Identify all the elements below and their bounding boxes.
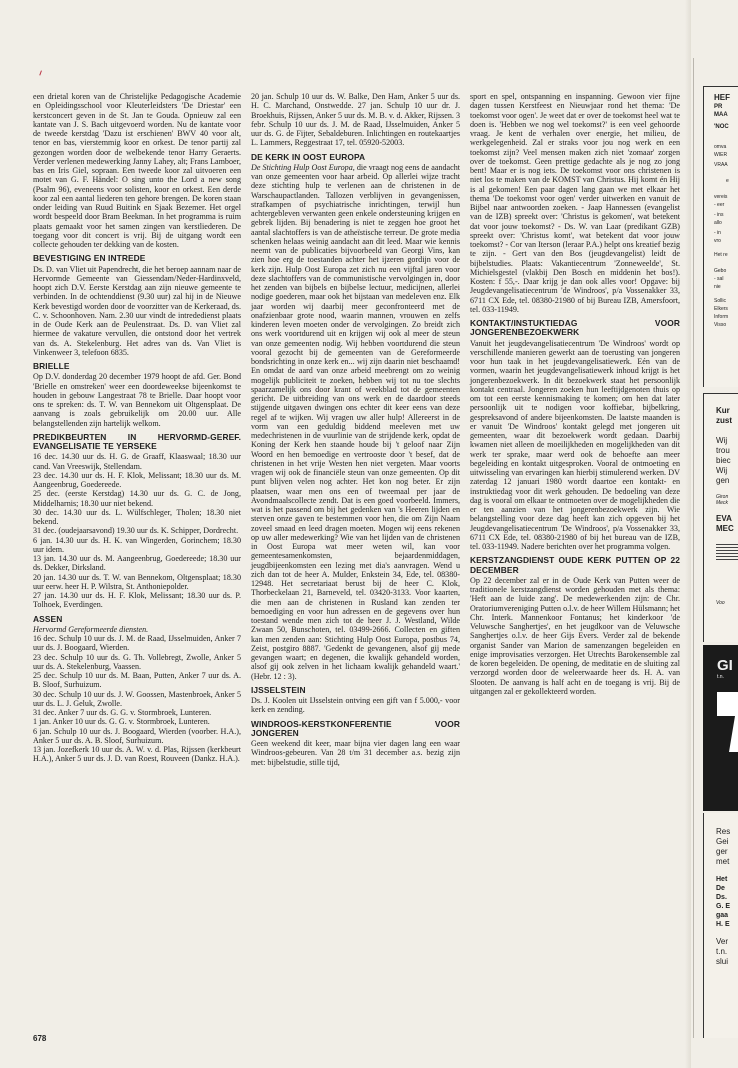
advert-line: Giron [716, 494, 729, 500]
advert-line: Wij [716, 466, 728, 475]
spacer [704, 813, 738, 827]
advert-line: - eer [714, 202, 725, 208]
advert-title: zust [716, 416, 732, 425]
advert-line: PR [714, 104, 723, 110]
predik-entry: 25 dec. (eerste Kerstdag) 14.30 uur ds. G. C. de Jong, Middelharnis; 18.30 uur niet bekend. [33, 489, 241, 508]
assen-entry: 25 dec. Schulp 10 uur ds. M. Baan, Putten, Anker 7 uur ds. A. B. Sloof, Surhuizum. [33, 671, 241, 690]
assen-continued: 20 jan. Schulp 10 uur ds. W. Balke, Den Ham, Anker 5 uur ds. H. C. Marchand, Onstwedde. 27 jan. Schulp 10 uur dr. J. Broekhuis, Rijssen, Anker 5 uur ds. M. B. v. d. Akker, Rijssen. 3 febr. Schulp 10 uur ds. J. M. de Raad, IJsselmuiden, Anker 5 uur ds. G. de Fijter, Sebaldeburen. Inlichtingen en routekaartjes L. Lammers, Reggestraat 17, tel. 05920-52003. [251, 92, 460, 148]
advert-vacancy [703, 86, 738, 387]
advert-logo [716, 542, 738, 560]
kerk-lead: De Stichting Hulp Oost Europa, [251, 162, 355, 172]
heading-windroos: WINDROOS-KERSTKONFERENTIE VOOR JONGEREN [251, 718, 460, 738]
advert-line: Gei [716, 837, 729, 846]
advert-line: H. E [716, 921, 730, 928]
advert-black [703, 645, 738, 811]
heading-assen: ASSEN [33, 613, 63, 624]
heading-bevestiging: BEVESTIGING EN INTREDE [33, 253, 146, 264]
advert-notice [703, 813, 738, 1038]
advert-line: Voo [716, 600, 725, 606]
advert-line: vro [714, 238, 721, 244]
advert-line: Elkers [714, 306, 728, 312]
advert-line: Wij [716, 436, 728, 445]
page-gutter [685, 0, 691, 1068]
advert-line: Meck [716, 500, 728, 506]
advert-line: e [726, 178, 729, 184]
advert-line: Sollic [714, 298, 726, 304]
predik-entry: 6 jan. 14.30 uur ds. H. K. van Wingerden, Gorinchem; 18.30 uur idem. [33, 535, 241, 554]
advert-line: ger [716, 847, 728, 856]
advert-line: gaa [716, 912, 729, 919]
assen-entry: 23 dec. Schulp 10 uur ds. G. Th. Vollebregt, Zwolle, Anker 5 uur ds. A. Stekelenburg, Vaassen. [33, 652, 241, 671]
concert-paragraph: een drietal koren van de Christelijke Pedagogische Academie en Opleidingsschool voor Kleuterleidsters 'De Driestar' een kerstconcert geven in de St. Jan te Gouda. Opnieuw zal een kantate van J. S. Bach uitgevoerd worden. Nu de kantate voor de tweede kerstdag 'Dazu ist erschienen' BWV 40 voor alt, tenor en bas, vierstemmig koor en orkest. De tenor partij zal gezongen worden door de welbekende tenor Harry Geraerts. Verder verlenen medewerking Janny Lahey, alt; Frans Lamboer, bas en Iris Giel, sopraan. Een tweede koor zal uitvoeren een motet van G. F. Händel: O sing unto the Lord a new song (Psalm 96), eveneens voor solisten, koor en orkest. Een derde koor zal een aantal liederen ten gehore brengen. De koren staan onder leiding van Ruud Buitink en Sjaak Bezemer. Het orgel wordt bespeeld door Bram Beekman. In het programma is ruim plaats gemaakt voor het samen zingen van kerstliederen. De toegang voor dit concert is vrij. Bij de uitgang wordt een collecte gehouden ter dekking van de kosten. [33, 92, 241, 249]
advert-line: De [716, 885, 725, 892]
advert-title: HEF [714, 93, 730, 102]
advert-line: vereis [714, 194, 728, 200]
heading-kerk-oost-europa: DE KERK IN OOST EUROPA [251, 151, 366, 162]
heading-predikbeurten: PREDIKBEURTEN IN HERVORMD-GEREF. EVANGELISATIE TE YERSEKE [33, 431, 241, 452]
advert-title: Kur [716, 406, 730, 415]
advert-line: Ver [716, 937, 729, 946]
brielle-paragraph: Op D.V. donderdag 20 december 1979 hoopt de afd. Ger. Bond 'Brielle en omstreken' weer een doordeweekse bijeenkomst te houden in gebouw Langestraat 78 te Brielle. Daar hoopt voor ons te spreken: ds. T. W. van Bennekom uit Oltgensplaat. De aanvang is zoals gebruikelijk om 20.00 uur. Alle belangstellenden zijn hartelijk welkom. [33, 372, 241, 428]
heading-ijsselstein: IJSSELSTEIN [251, 684, 306, 695]
column-1 [33, 92, 241, 764]
assen-entry: 30 dec. Schulp 10 uur ds. J. W. Goossen, Mastenbroek, Anker 5 uur ds. L. J. Geluk, Zwolle. [33, 689, 241, 708]
ink-mark [39, 70, 44, 76]
advert-kur [703, 393, 738, 642]
advert-line: trou [716, 446, 730, 455]
kerk-paragraph [251, 163, 460, 681]
assen-entry: 31 dec. Anker 7 uur ds. G. G. v. Stormbroek, Lunteren. [33, 708, 212, 718]
advert-line: met [716, 857, 730, 866]
advert-line: - ins [714, 212, 724, 218]
advert-line: Gebo [714, 268, 727, 274]
heading-kerstzangdienst: KERSTZANGDIENST OUDE KERK PUTTEN OP 22 DECEMBER [470, 555, 680, 575]
kerk-body: die vraagt nog eens de aandacht van onze gemeenten voor haar arbeid. Op allerlei wijze tracht deze stichting hulp te verlenen aan de christenen in de Warschaupactlanden. Tallozen verblijven in gevangenissen, strafkampen of psychiatrische inrichtingen, terwijl hun achtergebleven verwanten geen enkele ondersteuning krijgen en gebrek lijden. Bij benadering is niet te zeggen hoe groot het aantal slachtoffers is van de atheïstische terreur. De grote media schenken helaas weinig aandacht aan dit leed. Maar wie kennis neemt van de publicaties bijvoorbeeld van Georgi Vins, kan zien hoe erg de toestanden achter het ijzeren gordijn voor de kerk zijn. Hulp Oost Europa zet zich nu een vijftal jaren voor deze slachtoffers van de communistische vervolgingen in, door het zenden van bijbels en bijbelse lectuur, medicijnen, allerlei nodige goederen, maar ook het bijstaan van medeleven enz. Elk jaar worden wij daarbij meer geconfronteerd met de onafzienbaar grote nood, waarin mannen, vrouwen en zelfs kinderen leven moeten onder de vervolgingen. Zo breidt zich ons werk voortdurend uit en krijgen wij ook al meer de steun van onze gemeenten nodig. Wij hebben voortdurend die steun vooral gezocht bij de gemeenten van de Gereformeerde bondsrichting in onze kerk en... wij zijn daarin niet beschaamd! En omdat de aard van onze arbeid meebrengt om zo weinig mogelijk publiciteit te zoeken, hebben wij tot nu toe slechts spaarzamelijk ons door krant of weekblad tot de gemeenten gericht. De uitbreiding van ons werk en de daardoor steeds stijgende uitgaven dwingen ons echter dit keer eens van deze regel af te wijken. Wij vragen uw aller hulp! Allereerst in de vorm van een geduldig biddend meeleven met uw medechristenen in de vuurlinie van de strijdende kerk, opdat de Koning der Kerk hen staande houde bij 't geloof naar Zijn Woord en hen bemoedige en vertrooste door 't besef, dat de christenen in het vrije Westen hen niet vergeten. Maar voorts vragen wij ook de financiële steun van onze gemeenten. Op dit punt blijven velen nog achter. Het kon nog beter. Er zijn plaatsen, waar men ons een of tweemaal per jaar de Avondmaalscollecte zendt. Dat is een goed voorbeeld. Immers, wat is het passend om bij het gedenken van 's Heeren lijden en sterven onze gaven te bestemmen voor hen, die om Zijn Naam zoveel smaad en leed dragen moeten. Mogen wij eens rekenen op uw aller medewerking? Wie van het lijden van de christenen in Oost Europa wat meer weten wil, kan voor gemeentesamenkomsten, bejaardenmiddagen, jeugdbijeenkomsten een lezing met dia's aanvragen. Wend u zich dan tot de heer A. Mulder, Enkstein 34, Ede, tel. 08380-12948. Het secretariaat berust bij de heer C. Klok, Thorbeckelaan 21, Barneveld, tel. 03420-3133. Voor kaarten, die men aan de christenen in Rusland kan zenden ter bemoediging en voor hun adressen en de gegevens over hun toestand wende men zich tot de heer J. J. Westland, Wilde Zwaan 50, Bunschoten, tel. 03499-2666. Collecten en giften kan men zenden aan: Stichting Hulp Oost Europa, postbus 74, Zeist, postgiro 8887. 'Gedenkt de gevangenen, alsof gij mede gevangen waart; en degenen, die kwalijk gehandeld worden, alsof gij ook zelven in het lichaam kwalijk gehandeld waart.' (Hebr. 12 : 3). [251, 162, 460, 681]
heading-brielle: BRIELLE [33, 361, 70, 372]
advert-line: Ds. [716, 894, 727, 901]
predik-entry: 31 dec. (oudejaarsavond) 19.30 uur ds. K. Schipper, Dordrecht. [33, 526, 239, 536]
predik-entry: 20 jan. 14.30 uur ds. T. W. van Bennekom, Oltgensplaat; 18.30 uur eerw. heer H. P. Wilstra, St. Anthoniepolder. [33, 572, 241, 591]
advert-line: Visso [714, 322, 727, 328]
advert-subtitle: t.n. [717, 674, 724, 680]
column-3 [470, 92, 680, 696]
advert-line: biec [716, 456, 731, 465]
ijsselstein-paragraph: Ds. J. Koolen uit IJsselstein ontving een gift van f 5.000,- voor kerk en zending. [251, 696, 460, 715]
advert-line: VRAA [714, 162, 728, 168]
column-divider [693, 58, 694, 1038]
advert-title: GI [717, 657, 733, 674]
spacer [704, 867, 738, 875]
advert-line: omva [714, 144, 727, 150]
predik-entry: 30 dec. 14.30 uur ds. L. Wülfschleger, Tholen; 18.30 niet bekend. [33, 507, 241, 527]
predik-entry: 27 jan. 14.30 uur ds. H. F. Klok, Melissant; 18.30 uur ds. P. Tolhoek, Everdingen. [33, 591, 241, 610]
advert-line: gen [716, 476, 730, 485]
advert-line: 'NOC [714, 124, 729, 130]
advert-line: Het re [714, 252, 728, 258]
advert-line: Res [716, 827, 731, 836]
advert-line: MAA [714, 112, 728, 118]
assen-entry: 13 jan. Jozefkerk 10 uur ds. A. W. v. d. Plas, Rijssen (kerkbeurt H.A.), Anker 5 uur ds. J. D. van Roest, Rouveen (Dankz. H.A.). [33, 745, 241, 764]
windroos-continued: sport en spel, ontspanning en inspanning. Gewoon vier fijne dagen tussen Kerstfeest en Nieuwjaar rond het thema: 'De toekomst voor ogen'. Je weet dat er over de toekomst heel wat te doen is. 'Hebben we nog wel toekomst?' is een veel gehoorde vraag. Je kent de verhalen over energie, het milieu, de werkgelegenheid. Zal er straks voor jou nog werk en een toekomst zijn? Veel mensen maken zich niet 'zomaar' zorgen over de toekomst. Geen prettige gedachte als je nog zo jong bent! Maar er is nog iets. De toekomst voor ons christenen is niet los te maken van de KOMST van Christus. Hij komt én Hij is al gekomen! Een paar dagen lang gaan we met elkaar het thema 'De toekomst voor ogen' verder uitwerken en vanuit de Bijbel naar antwoorden zoeken. - Jaap Hannessen (evangelist van de IZB) spreekt over: 'Christus is gekomen', wat betekent dat voor jouw toekomst? - Ds. W. van Laar (predikant GZB) spreekt over: 'Christus komt', wat betekent dat voor jouw toekomst? - Cor van Iterson (leraar P.A.) helpt ons kreatief bezig te zijn. - Gert van den Bos (jeugdevangelist) leidt de bijbelstudies. Plaats: Vakantiecentrum 'Zonneweelde', St. Michielsgestel (vlakbij Den Bosch en middenin het bos!). Kosten: f 55,-. Daar krijg je dan ook alles voor! Opgave: bij Jeugdevangelisatiecentrum 'de Windroos', p/a Vossenakker 33, 6711 CX Ede, tel. 08380-21980 of bij Bureau IZB, Amersfoort, tel. 033-11949. [470, 92, 680, 314]
kerst-paragraph: Op 22 december zal er in de Oude Kerk van Putten weer de traditionele kerstzangdienst worden gehouden met als thema: 'Heft aan de luide zang'. De medewerkenden zijn: de Chr. Oratoriumvereniging Putten o.l.v. de heer Willem Hülsmann; het Chr. Interk. Mannenkoor Fontanus; het kinderkoor 'de Veluwsche Sanghertjes', en het jeugdkoor van de Veluwsche Sanghertjes o.l.v. de heer Gijs Evers. Verder zal de bekende organist Sander van Marion de samenzangen begeleiden en enige improvisaties verzorgen. Het Utrechts Barokensemble zal de koren begeleiden. De opening, de meditatie en de sluiting zal verzorgd worden door de weleerwaarde heer ds. H. A. van Slooten. De aanvang is half acht en de toegang is vrij. Bij de uitgangen zal er gekollekteerd worden. [470, 575, 680, 696]
advert-line: slui [716, 957, 729, 966]
advert-line: allo [714, 220, 722, 226]
column-2 [251, 92, 460, 767]
assen-entry: 16 dec. Schulp 10 uur ds. J. M. de Raad, IJsselmuiden, Anker 7 uur ds. J. Boogaard, Wierden. [33, 634, 241, 653]
advert-line: WIER [714, 152, 728, 158]
kontakt-paragraph: Vanuit het jeugdevangelisatiecentrum 'De Windroos' wordt op verschillende manieren gewerkt aan de toerusting van jongeren voor hun taak in het jeugdevangelisatiewerk. Eén van de vormen, waarin het jeugdevangelisatiewerk inhoud krijgt is het jongerenbezoekwerk. In dit bezoekwerk staat het persoonlijk kontakt centraal. Jongeren zoeken hun leeftijdgenoten thuis op om tot een eerste kennismaking te komen; om hen dat later persoonlijk uit te nodigen voor koffiebar, bijbelkring, gespreksavond of andere bijeenkomsten. De laatste maanden is er vanuit 'De Windroos' kontakt gelegd met jongeren uit gemeenten, waar dit bezoekwerk wordt gedaan. Daarbij kwamen niet alleen de moeilijkheden en mogelijkheden van dit werk ter sprake, maar werd ook de behoefte aan meer begeleiding en kontakt uitgesproken. Vooral de ontmoeting en uitwisseling van ervaringen kan hierbij stimulerend werken. DV zaterdag 12 januari 1980 wordt daartoe een kontakt- en instruktiedag voor dit werk gehouden. De bedoeling van deze dag is vooral om elkaar te ontmoeten over de mogelijkheden die er ten aanzien van het jongerenbezoekwerk zijn. Wie belangstelling voor deze dag heeft kan zich opgeven bij het Jeugdevangelisatiecentrum 'De Windroos', p/a Vossenakker 33, 6711 CX Ede, tel. 08380-21980 of bij het bureau van de IZB, tel. 033-11949. Nadere berichten over het programma volgen. [470, 338, 680, 552]
advert-line: t.n. [716, 947, 728, 956]
assen-entry: 1 jan. Anker 10 uur ds. G. G. v. Stormbroek, Lunteren. [33, 717, 210, 727]
predik-entry: 16 dec. 14.30 uur ds. H. G. de Graaff, Klaaswaal; 18.30 uur cand. Van Vreeswijk, Stellendam. [33, 452, 241, 471]
advert-line: Inform [714, 314, 729, 320]
advert-line: - sal [714, 276, 724, 282]
spacer [704, 929, 738, 937]
windroos-paragraph: Geen weekend dit keer, maar bijna vier dagen lang een waar Windroos-gebeuren. Van 28 t/m 31 december a.s. bezig zijn met: bijbelstudie, stille tijd, [251, 739, 460, 767]
advert-line: nie [714, 284, 721, 290]
advert-graphic [717, 692, 738, 752]
bevestiging-paragraph: Ds. D. van Vliet uit Papendrecht, die het beroep aannam naar de Hervormde Gemeente van Giessendam/Neder-Hardinxveld, hoopt zich D.V. Eerste Kerstdag aan zijn nieuwe gemeente te verbinden. In de ochtenddienst (9.30 uur) zal hij in de Nieuwe Kerk bevestigd worden door de voorzitter van de Kerkeraad, ds. C. v. Schoonhoven. Nam. 2.30 uur vindt de intrededienst plaats in de Oude Kerk aan de Peulenstraat. Ds. D. van Vliet zal hiermee de vakature vervullen, die ontstond door het vertrek van ds. A. Stekelenburg. Het adres van ds. Van Vliet is Vinkenweer 3, telefoon 6835. [33, 264, 241, 357]
advert-line: G. E [716, 903, 731, 910]
page-number: 678 [33, 1034, 47, 1043]
assen-entry: 6 jan. Schulp 10 uur ds. J. Boogaard, Wierden (voorber. H.A.), Anker 5 uur ds. A. B. Sloof, Surhuizum. [33, 726, 241, 745]
assen-subtitle: Hervormd Gereformeerde diensten. [33, 624, 149, 634]
heading-kontakt: KONTAKT/INSTUKTIEDAG VOOR JONGERENBEZOEKWERK [470, 318, 680, 338]
advert-line: EVA [716, 514, 732, 523]
advert-line: - in [714, 230, 721, 236]
advert-line: MEC [716, 524, 734, 533]
predik-entry: 23 dec. 14.30 uur ds. H. F. Klok, Melissant; 18.30 uur ds. M. Aangeenbrug, Goedereede. [33, 470, 241, 490]
advert-line: Het [716, 876, 728, 883]
predik-entry: 13 jan. 14.30 uur ds. M. Aangeenbrug, Goedereede; 18.30 uur ds. Dekker, Dirksland. [33, 554, 241, 573]
